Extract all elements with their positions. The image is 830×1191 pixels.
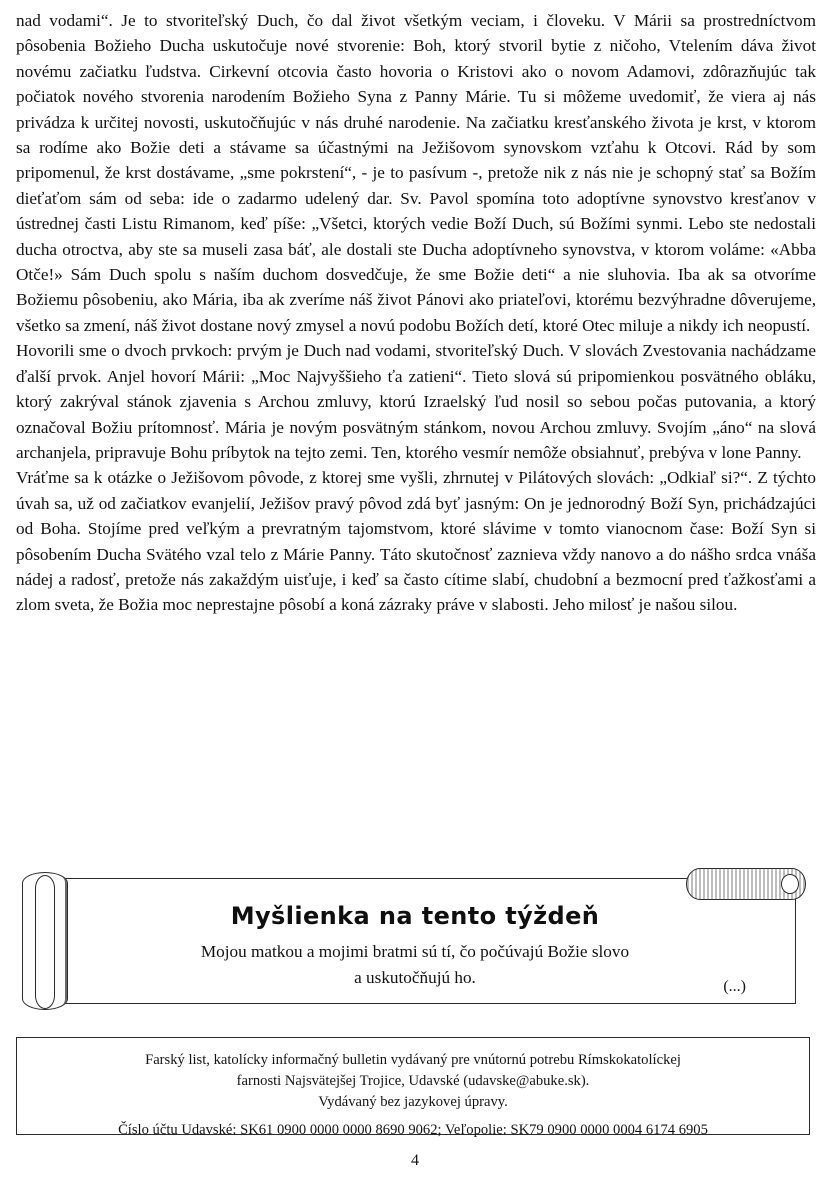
scroll-quote-line-2: a uskutočňujú ho. [354,968,476,987]
paragraph: nad vodami“. Je to stvoriteľský Duch, čo dal život všetkým veciam, i človeku. V Márii sa prostredníctvom pôsobenia Božieho Ducha uskutočuje nové stvorenie: Boh, ktorý stvoril bytie z ničoho, Vtelením dáva život novému začiatku ľudstva. Cirkevní otcovia často hovoria o Kristovi ako o novom Adamovi, zdôrazňujúc tak počiatok nového stvorenia narodením Božieho Syna z Panny Márie. Tu si môžeme uvedomiť, že viera aj nás privádza k určitej novosti, uskutočňujúc v nás druhé narodenie. Na začiatku kresťanského života je krst, v ktorom sa rodíme ako Božie deti a stávame sa účastnými na Ježišovom synovskom vzťahu k Otcovi. Rád by som pripomenul, že krst dostávame, „sme pokrstení“, - je to pasívum -, pretože nik z nás nie je schopný stať sa Božím dieťaťom sám od seba: ide o zadarmo udelený dar. Sv. Pavol spomína toto adoptívne synovstvo kresťanov v ústrednej časti Listu Rimanom, keď píše: „Všetci, ktorých vedie Boží Duch, sú Božími synmi. Lebo ste nedostali ducha otroctva, aby ste sa museli zasa báť, ale dostali ste Ducha adoptívneho synovstva, v ktorom voláme: «Abba Otče!» Sám Duch spolu s naším duchom dosvedčuje, že sme Božie deti“ a nie sluhovia. Iba ak sa otvoríme Božiemu pôsobeniu, ako Mária, iba ak zveríme náš život Pánovi ako priateľovi, ktorému bezvýhradne dôverujeme, všetko sa zmení, náš život dostane nový zmysel a novú podobu Božích detí, ktoré Otec miluje a nikdy ich neopustí. [16,11,816,335]
scroll-citation-ellipsis: (...) [723,978,746,995]
paragraph: Vráťme sa k otázke o Ježišovom pôvode, z ktorej sme vyšli, zhrnutej v Pilátových slovách: „Odkiaľ si?“. Z týchto úvah sa, už od začiatkov evanjelií, Ježišov pravý pôvod zdá byť jasným: On je jednorodný Boží Syn, prichádzajúci od Boha. Stojíme pred veľkým a prevratným tajomstvom, ktoré slávime v tomto vianocnom čase: Boží Syn si pôsobením Ducha Svätého vzal telo z Márie Panny. Táto skutočnosť zaznieva vždy nanovo a do nášho srdca vnáša nádej a radosť, pretože nás zakaždým uisťuje, i keď sa často cítime slabí, chudobní a bezmocní pred ťažkosťami a zlom sveta, že Božia moc neprestajne pôsobí a koná zázraky práve v slabosti. Jeho milosť je našou silou. [16,468,816,615]
article-body [16,8,816,618]
colophon-line-2: farnosti Najsvätejšej Trojice, Udavské (udavske@abuke.sk). [236,1073,590,1089]
scroll-quote-line-1: Mojou matkou a mojimi bratmi sú tí, čo počúvajú Božie slovo [200,942,630,961]
colophon-box [16,1037,810,1138]
colophon-line-1: Farský list, katolícky informačný bulletin vydávaný pre vnútornú potrebu Rímskokatolíckej [145,1052,681,1068]
scroll-title: Myšlienka na tento týždeň [230,902,600,930]
scroll-roll-top-icon [686,868,806,900]
page-number: 4 [411,1152,419,1169]
colophon-account-numbers: Číslo účtu Udavské: SK61 0900 0000 0000 8690 9062; Veľopolie: SK79 0900 0000 0004 6174 6905 [118,1122,708,1138]
paragraph: Hovorili sme o dvoch prvkoch: prvým je Duch nad vodami, stvoriteľský Duch. V slovách Zvestovania nachádzame ďalší prvok. Anjel hovorí Márii: „Moc Najvyššieho ťa zatieni“. Tieto slová sú pripomienkou posvätného obláku, ktorý zakrýval stánok zjavenia s Archou zmluvy, ktorú Izraelský ľud nosil so sebou počas putovania, a ktorý označoval Božiu prítomnosť. Mária je novým posvätným stánkom, novou Archou zmluvy. Svojím „áno“ na slová archanjela, pripravuje Bohu príbytok na tejto zemi. Ten, ktorého vesmír nemôže obsiahnuť, prebýva v lone Panny. [16,341,816,462]
thought-of-the-week-scroll [18,868,812,1016]
scroll-roll-left-icon [22,872,68,1010]
colophon-line-3: Vydávaný bez jazykovej úpravy. [318,1094,508,1110]
